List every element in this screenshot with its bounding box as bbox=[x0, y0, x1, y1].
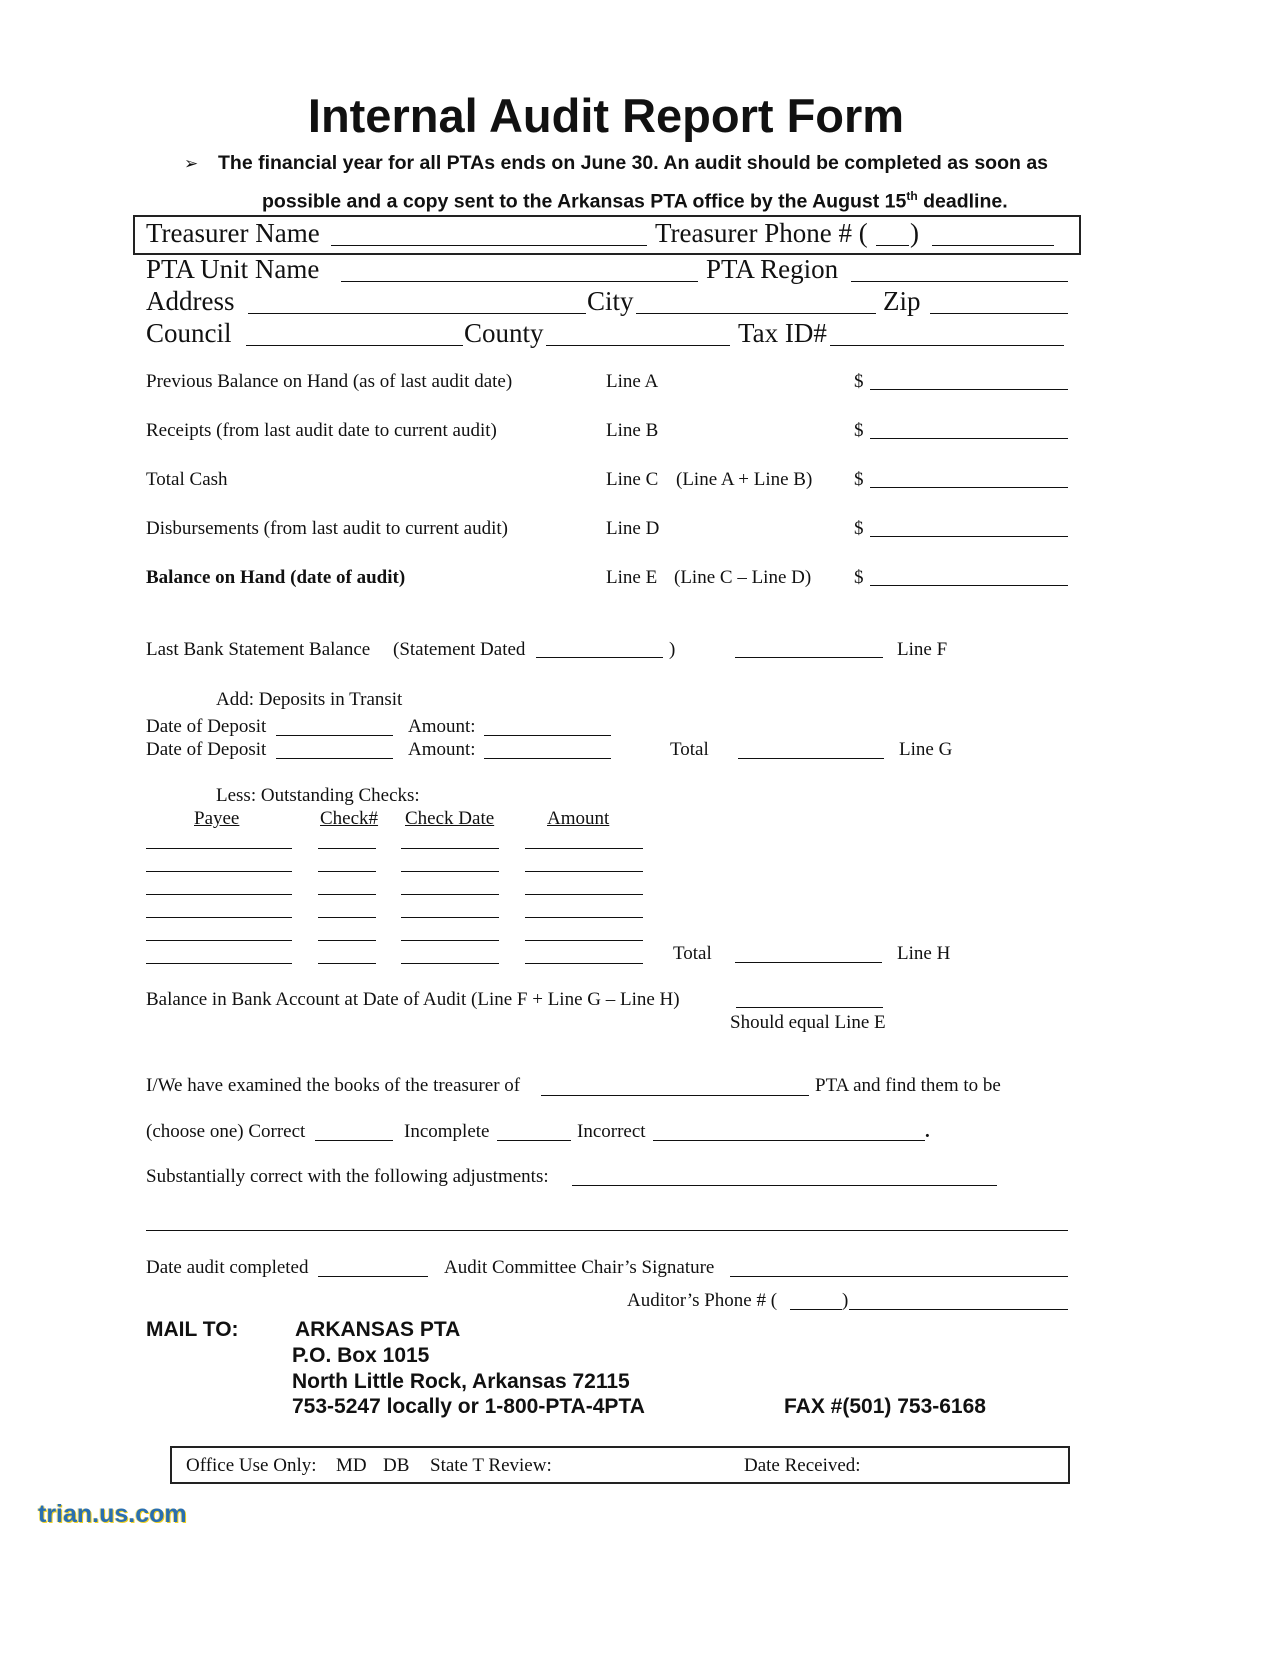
currency-sign: $ bbox=[854, 518, 864, 539]
pta-name-field[interactable] bbox=[541, 1095, 809, 1096]
intro-line-2 bbox=[262, 189, 1008, 214]
statement-dated-close: ) bbox=[669, 639, 676, 660]
cash-line-id: Line B bbox=[606, 420, 659, 441]
choose-one-correct-label: (choose one) Correct bbox=[146, 1121, 306, 1142]
incorrect-field[interactable] bbox=[653, 1140, 925, 1141]
mail-to-label: MAIL TO: bbox=[146, 1318, 239, 1341]
amount-field[interactable] bbox=[870, 487, 1068, 488]
auditor-phone-label: Auditor’s Phone # ( bbox=[627, 1290, 778, 1311]
mail-phone-line: 753-5247 locally or 1-800-PTA-4PTA bbox=[292, 1395, 645, 1418]
check-amount-field[interactable] bbox=[525, 940, 643, 941]
cash-line-id: Line A bbox=[606, 371, 659, 392]
auditor-phone-close: ) bbox=[842, 1290, 849, 1311]
treasurer-phone-close: ) bbox=[910, 218, 919, 248]
chair-signature-label: Audit Committee Chair’s Signature bbox=[444, 1257, 715, 1278]
line-g-field[interactable] bbox=[738, 758, 884, 759]
should-equal-line-e: Should equal Line E bbox=[730, 1012, 886, 1033]
mail-org: ARKANSAS PTA bbox=[295, 1318, 461, 1341]
examined-books-text-end: PTA and find them to be bbox=[815, 1075, 1001, 1096]
auditor-phone-area-field[interactable] bbox=[790, 1309, 842, 1310]
date-of-deposit-label-2: Date of Deposit bbox=[146, 739, 267, 760]
cash-line-id: Line D bbox=[606, 518, 660, 539]
adjustments-field-2[interactable] bbox=[146, 1230, 1068, 1231]
deposit-amount-field-1[interactable] bbox=[484, 735, 611, 736]
mail-po-box: P.O. Box 1015 bbox=[292, 1344, 430, 1367]
intro-line-2-text: possible and a copy sent to the Arkansas PTA office by the August 15 bbox=[262, 190, 907, 213]
incorrect-label: Incorrect bbox=[577, 1121, 646, 1142]
deposit-amount-label-2: Amount: bbox=[408, 739, 476, 760]
examined-books-text: I/We have examined the books of the treasurer of bbox=[146, 1075, 521, 1096]
deposit-amount-label-1: Amount: bbox=[408, 716, 476, 737]
payee-field[interactable] bbox=[146, 940, 292, 941]
correct-field[interactable] bbox=[315, 1140, 393, 1141]
deposit-amount-field-2[interactable] bbox=[484, 758, 611, 759]
office-use-state-review: State T Review: bbox=[430, 1455, 552, 1476]
col-check-number: Check# bbox=[320, 808, 379, 829]
check-date-field[interactable] bbox=[401, 940, 499, 941]
amount-field[interactable] bbox=[870, 438, 1068, 439]
check-number-field[interactable] bbox=[318, 871, 376, 872]
mail-fax: FAX #(501) 753-6168 bbox=[784, 1395, 986, 1418]
cash-line-id: Line C bbox=[606, 469, 659, 490]
pta-unit-name-field[interactable] bbox=[341, 281, 698, 282]
outstanding-checks-label: Less: Outstanding Checks: bbox=[216, 785, 420, 806]
substantially-correct-label: Substantially correct with the following adjustments: bbox=[146, 1166, 549, 1187]
date-of-deposit-label-1: Date of Deposit bbox=[146, 716, 267, 737]
check-date-field[interactable] bbox=[401, 871, 499, 872]
incorrect-period: . bbox=[925, 1121, 930, 1142]
line-f-label: Line F bbox=[897, 639, 948, 660]
date-of-deposit-field-1[interactable] bbox=[276, 735, 393, 736]
deposits-total-label: Total bbox=[670, 739, 709, 760]
currency-sign: $ bbox=[854, 371, 864, 392]
chair-signature-field[interactable] bbox=[730, 1276, 1068, 1277]
check-number-field[interactable] bbox=[318, 940, 376, 941]
amount-field[interactable] bbox=[870, 389, 1068, 390]
council-label: Council bbox=[146, 318, 232, 348]
pta-region-field[interactable] bbox=[851, 281, 1068, 282]
line-h-label: Line H bbox=[897, 943, 951, 964]
cash-line-formula: (Line C – Line D) bbox=[674, 567, 812, 588]
council-field[interactable] bbox=[246, 345, 463, 346]
office-use-md: MD bbox=[336, 1455, 367, 1476]
cash-line-label: Receipts (from last audit date to current audit) bbox=[146, 420, 497, 441]
office-use-db: DB bbox=[383, 1455, 410, 1476]
amount-field[interactable] bbox=[870, 585, 1068, 586]
check-amount-field[interactable] bbox=[525, 894, 643, 895]
check-date-field[interactable] bbox=[401, 848, 499, 849]
payee-field[interactable] bbox=[146, 963, 292, 964]
currency-sign: $ bbox=[854, 567, 864, 588]
check-number-field[interactable] bbox=[318, 963, 376, 964]
balance-in-bank-label: Balance in Bank Account at Date of Audit (Line F + Line G – Line H) bbox=[146, 989, 680, 1010]
county-label: County bbox=[464, 318, 544, 348]
cash-line-id: Line E bbox=[606, 567, 658, 588]
amount-field[interactable] bbox=[870, 536, 1068, 537]
payee-field[interactable] bbox=[146, 871, 292, 872]
city-field[interactable] bbox=[636, 313, 876, 314]
currency-sign: $ bbox=[854, 420, 864, 441]
treasurer-name-label: Treasurer Name bbox=[146, 218, 320, 248]
check-date-field[interactable] bbox=[401, 894, 499, 895]
check-number-field[interactable] bbox=[318, 894, 376, 895]
address-field[interactable] bbox=[248, 313, 586, 314]
cash-line-label: Previous Balance on Hand (as of last audit date) bbox=[146, 371, 513, 392]
county-field[interactable] bbox=[546, 345, 730, 346]
cash-line-label: Total Cash bbox=[146, 469, 228, 490]
payee-field[interactable] bbox=[146, 848, 292, 849]
date-audit-completed-label: Date audit completed bbox=[146, 1257, 309, 1278]
check-amount-field[interactable] bbox=[525, 963, 643, 964]
cash-line-label: Balance on Hand (date of audit) bbox=[146, 567, 406, 588]
statement-date-field[interactable] bbox=[536, 657, 663, 658]
cash-line-label: Disbursements (from last audit to current audit) bbox=[146, 518, 508, 539]
city-label: City bbox=[587, 286, 634, 316]
date-of-deposit-field-2[interactable] bbox=[276, 758, 393, 759]
zip-field[interactable] bbox=[930, 313, 1068, 314]
line-h-field[interactable] bbox=[735, 962, 882, 963]
statement-dated-label: (Statement Dated bbox=[393, 639, 526, 660]
check-amount-field[interactable] bbox=[525, 848, 643, 849]
treasurer-phone-label: Treasurer Phone # ( bbox=[655, 218, 868, 248]
check-number-field[interactable] bbox=[318, 917, 376, 918]
incomplete-label: Incomplete bbox=[404, 1121, 490, 1142]
watermark: trian.us.com bbox=[38, 1500, 187, 1528]
balance-in-bank-field[interactable] bbox=[736, 1007, 883, 1008]
page-title: Internal Audit Report Form bbox=[307, 89, 905, 142]
col-check-date: Check Date bbox=[405, 808, 495, 829]
zip-label: Zip bbox=[883, 286, 921, 316]
check-number-field[interactable] bbox=[318, 848, 376, 849]
date-audit-completed-field[interactable] bbox=[318, 1276, 428, 1277]
tax-id-label: Tax ID# bbox=[738, 318, 827, 348]
check-amount-field[interactable] bbox=[525, 871, 643, 872]
check-date-field[interactable] bbox=[401, 917, 499, 918]
office-use-date-received: Date Received: bbox=[744, 1455, 861, 1476]
payee-field[interactable] bbox=[146, 894, 292, 895]
office-use-label: Office Use Only: bbox=[186, 1455, 317, 1476]
line-f-field[interactable] bbox=[735, 657, 883, 658]
check-date-field[interactable] bbox=[401, 963, 499, 964]
deposits-in-transit-label: Add: Deposits in Transit bbox=[216, 689, 403, 710]
pta-unit-name-label: PTA Unit Name bbox=[146, 254, 320, 284]
incomplete-field[interactable] bbox=[497, 1140, 571, 1141]
checks-total-label: Total bbox=[673, 943, 712, 964]
cash-line-formula: (Line A + Line B) bbox=[676, 469, 813, 490]
intro-line-2-sup: th bbox=[906, 189, 918, 203]
intro-line-2-end: deadline. bbox=[917, 190, 1008, 213]
currency-sign: $ bbox=[854, 469, 864, 490]
last-bank-statement-label: Last Bank Statement Balance bbox=[146, 639, 371, 660]
auditor-phone-field[interactable] bbox=[849, 1309, 1068, 1310]
intro-line-1: The financial year for all PTAs ends on June 30. An audit should be completed as soon as bbox=[218, 152, 1049, 174]
pta-region-label: PTA Region bbox=[706, 254, 839, 284]
treasurer-phone-area-field[interactable] bbox=[876, 245, 909, 246]
treasurer-phone-field[interactable] bbox=[932, 245, 1054, 246]
intro-bullet: ➢ bbox=[184, 154, 199, 173]
line-g-label: Line G bbox=[899, 739, 953, 760]
payee-field[interactable] bbox=[146, 917, 292, 918]
address-label: Address bbox=[146, 286, 235, 316]
treasurer-name-field[interactable] bbox=[331, 245, 647, 246]
tax-id-field[interactable] bbox=[830, 345, 1064, 346]
col-amount: Amount bbox=[547, 808, 610, 829]
mail-city-line: North Little Rock, Arkansas 72115 bbox=[292, 1370, 630, 1393]
adjustments-field-1[interactable] bbox=[572, 1185, 997, 1186]
check-amount-field[interactable] bbox=[525, 917, 643, 918]
col-payee: Payee bbox=[194, 808, 240, 829]
